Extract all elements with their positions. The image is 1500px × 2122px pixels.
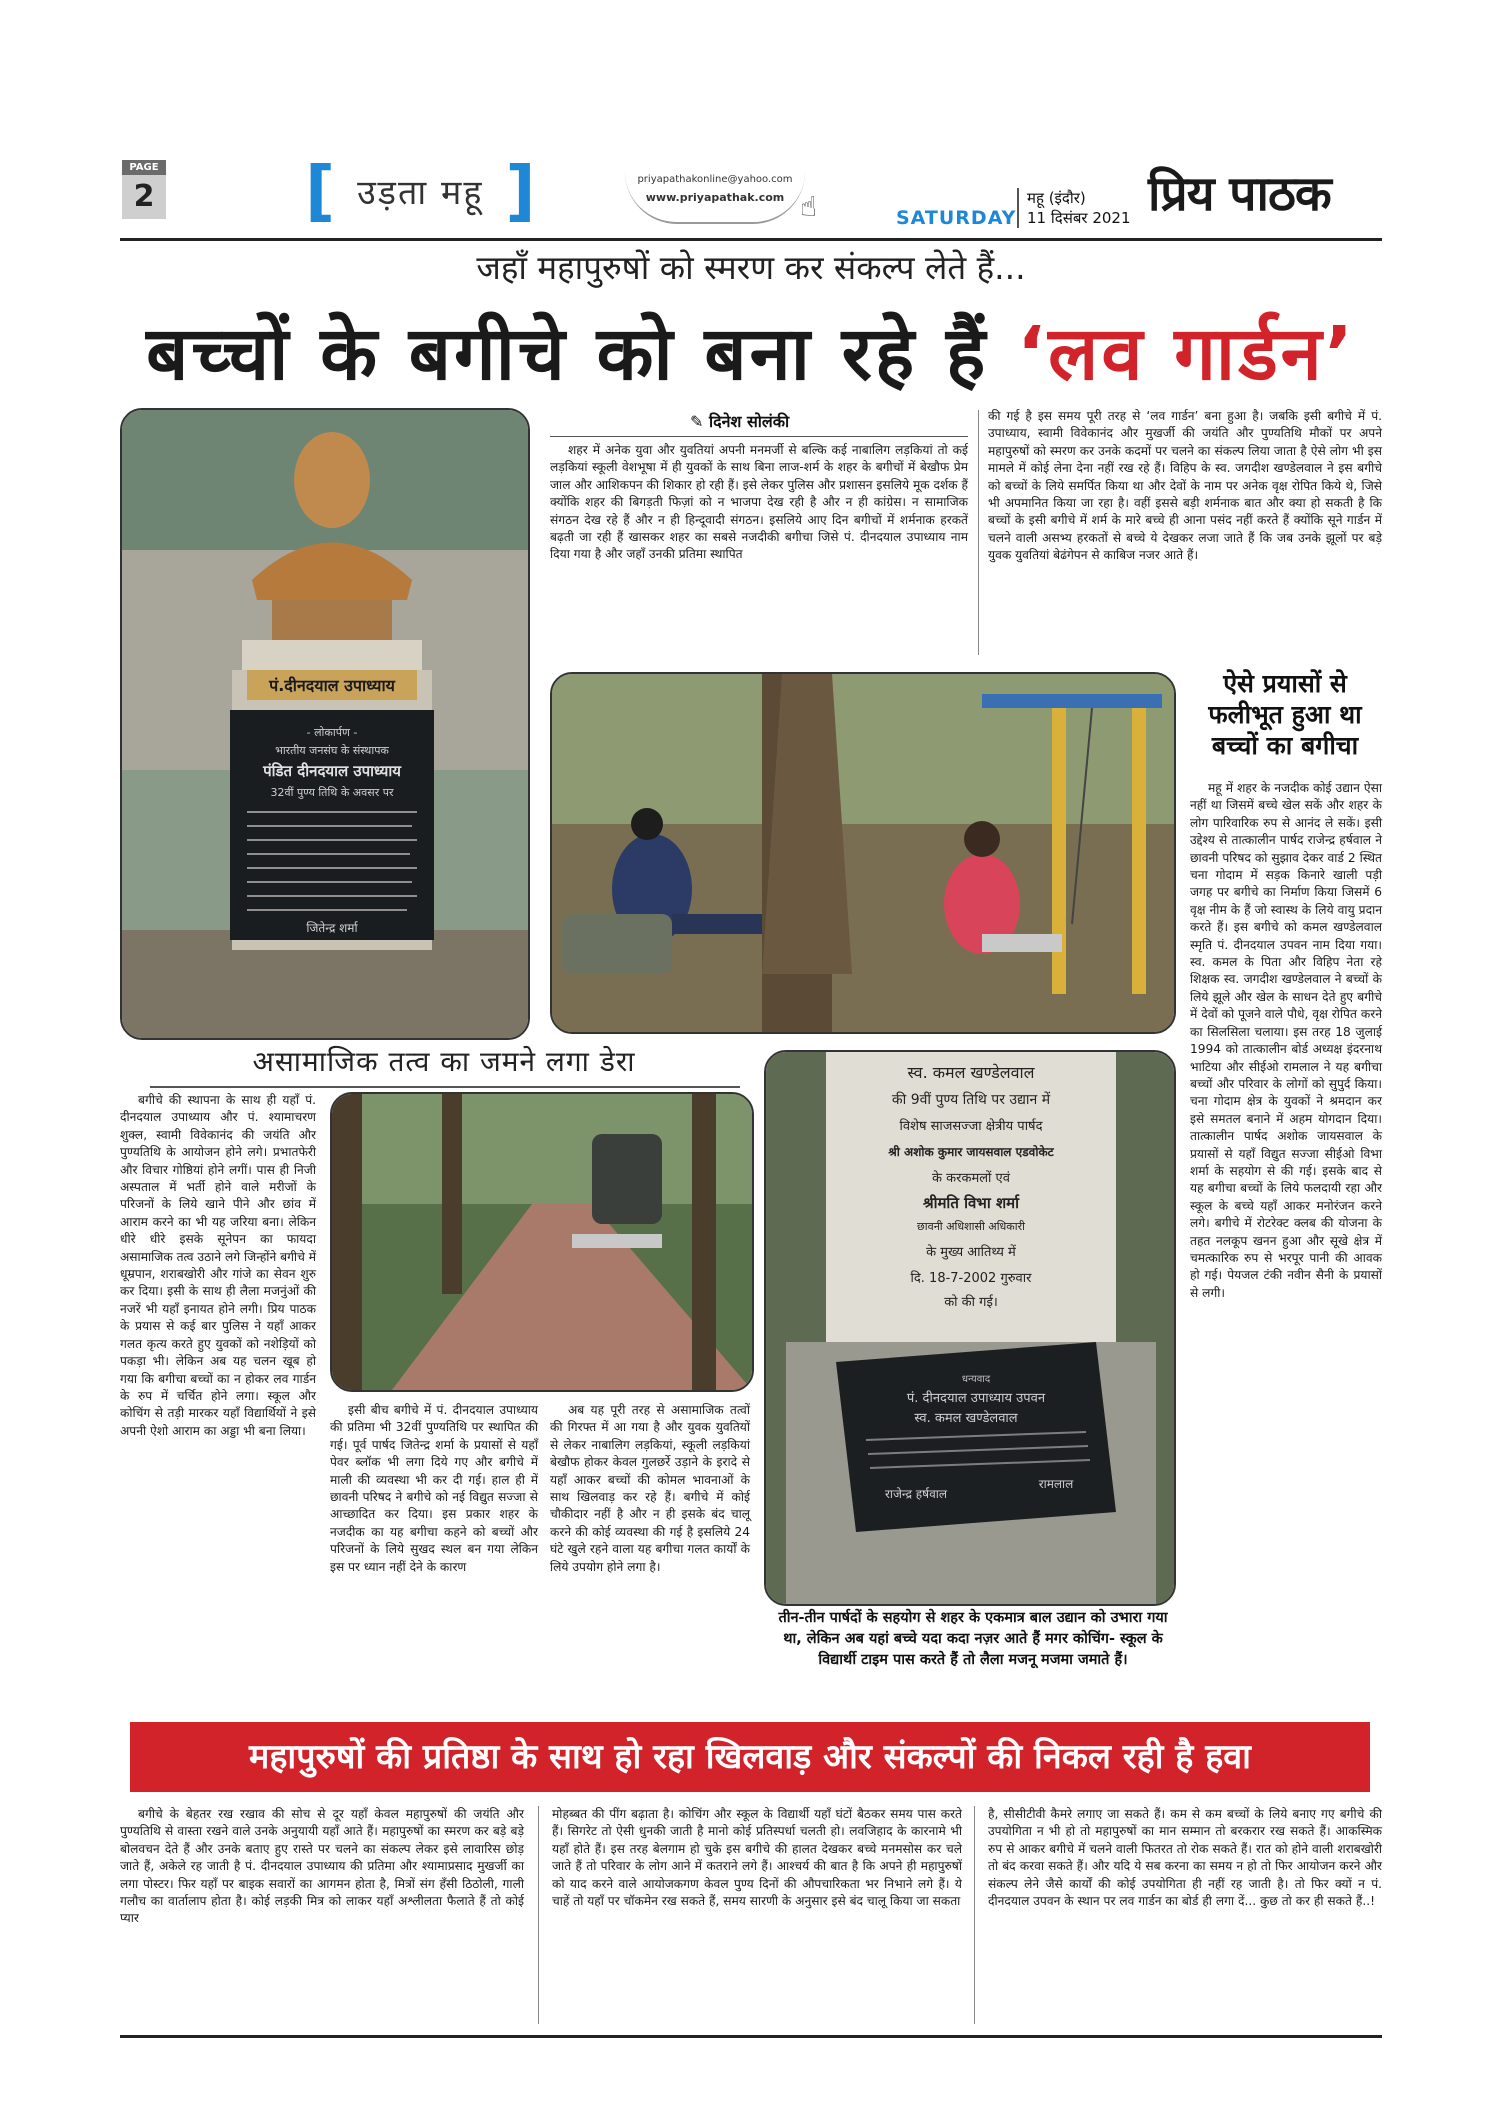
plaque2-line-4: श्री अशोक कुमार जायसवाल एडवोकेट bbox=[888, 1145, 1054, 1159]
page-number: 2 bbox=[122, 175, 166, 219]
column-divider bbox=[978, 410, 979, 655]
bottom-divider-2 bbox=[974, 1806, 975, 2024]
bottom-column-1 bbox=[120, 1806, 524, 1928]
byline: ✎ दिनेश सोलंकी bbox=[690, 412, 790, 431]
plaque2-line-7: छावनी अधिशासी अधिकारी bbox=[917, 1220, 1025, 1233]
email-address: priyapathakonline@yahoo.com bbox=[637, 174, 793, 185]
plaque2-line-3: विशेष साजसज्जा क्षेत्रीय पार्षद bbox=[899, 1119, 1043, 1134]
antisocial-column-3 bbox=[550, 1402, 750, 1576]
plaque3-line-4: राजेन्द्र हर्षवाल bbox=[884, 1487, 948, 1501]
plaque3-line-1: धन्यवाद bbox=[961, 1374, 991, 1385]
plaque2-line-5: के करकमलों एवं bbox=[932, 1171, 1010, 1186]
main-headline-text: बच्चों के बगीचे को बना रहे हैं bbox=[146, 311, 989, 397]
side-column-text: महू में शहर के नजदीक कोई उद्यान ऐसा नहीं था जिसमें बच्चे खेल सकें और शहर के लोग पारिवारिक रुप से आनंद ले सकें। इसी उद्देश्य से तात्कालीन पार्षद राजेन्द्र हर्षवाल ने छावनी परिषद को सुझाव देकर वार्ड 2 स्थित चना गोदाम में सड़क किनारे खाली पड़ी जगह पर बगीचे का निर्माण किया जिसमें 6 वृक्ष नीम के हैं जो स्वास्थ के लिये वायु प्रदान करते हैं। इस बगीचे को कमल खण्डेलवाल स्मृति पं. दीनदयाल उपवन नाम दिया गया। स्व. कमल के पिता और विहिप नेता रहे शिक्षक स्व. जगदीश खण्डेलवाल ने बच्चों के लिये झूले और खेल के साधन देते हुए बगीचे में देवों को पूजने वाले पौधे, वृक्ष रोपित करने का सिलसिला चलाया। इस तरह 18 जुलाई 1994 को तात्कालीन बोर्ड अध्यक्ष इंदरनाथ भाटिया और सीईओ रामलाल ने यह बगीचा बच्चों और परिवार के लोगों को सुपुर्द किया। चना गोदाम क्षेत्र के युवकों ने श्रमदान कर इसे समतल बनाने में अहम योगदान दिया। तात्कालीन पार्षद अशोक जायसवाल के प्रयासों से यहाँ विद्युत सज्जा सीईओ विभा शर्मा के सहयोग से की गई। इसके बाद से यह बगीचा बच्चों के लिये फलदायी रहा और स्कूल के बच्चे यहाँ आकर मनोरंजन करने लगे। बगीचे में रोटरेक्ट क्लब की योजना के तहत नलकूप खनन हुआ और सूखे क्षेत्र में चमत्कारिक रुप से भरपूर पानी की आवक हो गई। पेयजल टंकी नवीन सैनी के प्रयासों से लगी। bbox=[1190, 781, 1382, 1300]
statue-photo bbox=[120, 408, 530, 1040]
main-headline bbox=[120, 300, 1382, 401]
article-column-2-text: की गई है इस समय पूरी तरह से ‘लव गार्डन’ बना हुआ है। जबकि इसी बगीचे में पं. उपाध्याय, स्वामी विवेकानंद और मुखर्जी की जयंति और पुण्यतिथि मौकों पर अपने महापुरुषों को स्मरण कर उनके कदमों पर चलने का संकल्प लिया जाता है ऐसे लोग भी इस मामले में कोई लेना देना नहीं रख रहे हैं। विहिप के स्व. जगदीश खण्डेलवाल ने इस बगीचे को बच्चों के लिये समर्पित किया था और देवों के नाम पर अनेक वृक्ष रोपित किये थे, जिसे भी अपमानित किया जा रहा है। वहीं इससे बड़ी शर्मनाक बात और क्या हो सकती है कि बच्चों के इसी बगीचे में शर्म के मारे बच्चे ही आना पसंद नहीं करते हैं क्योंकि सूने गार्डन में चलने वाली असभ्य हरकतों से बच्चे ये देखकर लजा जाते हैं कि जब उनके झूलों पर बड़े युवक युवतियां बेढंगेपन से काबिज नजर आते हैं। bbox=[988, 409, 1382, 563]
side-headline: ऐसे प्रयासों से फलीभूत हुआ था बच्चों का बगीचा bbox=[1208, 669, 1362, 760]
antisocial-column-2 bbox=[330, 1402, 538, 1576]
plaque1-line-3: पंडित दीनदयाल उपाध्याय bbox=[263, 762, 401, 780]
byline-rule bbox=[550, 436, 968, 437]
pointer-hand-icon: ☝ bbox=[800, 190, 818, 223]
plaque2-line-2: की 9वीं पुण्य तिथि पर उद्यान में bbox=[891, 1092, 1051, 1108]
masthead-logo: प्रिय पाठक bbox=[1148, 166, 1331, 222]
plaque2-line-6: श्रीमति विभा शर्मा bbox=[922, 1194, 1020, 1212]
section-title-text: उड़ता महू bbox=[357, 173, 484, 213]
bottom-column-2-text: मोहब्बत की पींग बढ़ाता है। कोचिंग और स्कूल के विद्यार्थी यहाँ घंटों बैठकर समय पास करते हैं। सिगरेट तो ऐसी धुनकी जाती है मानो कोई प्रतिस्पर्धा चलती हो। लवजिहाद के कारनामे भी यहाँ होते हैं। इस तरह बेलगाम हो चुके इस बगीचे की हालत देखकर बच्चे मनमसोस कर चले जाते हैं तो परिवार के लोग आने में कतराने लगे हैं। आश्चर्य की बात है कि अपने ही महापुरुषों को याद करने वाले आयोजकगण केवल पुण्य दिनों की औपचारिकता भर निभाने लगे हैं। ये चाहें तो यहाँ पर चॉकमेन रख सकते हैं, समय सारणी के अनुसार इसे बंद चालू किया जा सकता bbox=[552, 1807, 962, 1909]
plaque-photo bbox=[764, 1050, 1176, 1606]
side-column bbox=[1190, 780, 1382, 1302]
antisocial-column-3-text: अब यह पूरी तरह से असामाजिक तत्वों की गिरफ्त में आ गया है और युवक युवतियों से लेकर नाबालिग लड़कियां, स्कूली लड़कियां बेखौफ होकर केवल गुलछर्रे उड़ाने के इरादे से यहाँ आकर बच्चों की कोमल भावनाओं के साथ खिलवाड़ कर रहे हैं। बगीचे में कोई चौकीदार नहीं है और न ही इसके बंद चालू करने की कोई व्यवस्था की गई है इसलिये 24 घंटे खुले रहने वाला यह बगीचा गलत कार्यों के लिये उपयोग होने लगा है। bbox=[550, 1403, 750, 1574]
antisocial-column-1-text: बगीचे की स्थापना के साथ ही यहाँ पं. दीनदयाल उपाध्याय और पं. श्यामाचरण शुक्ल, स्वामी विवेकानंद की जयंति और पुण्यतिथि के आयोजन होने लगे। प्रभातफेरी और विचार गोष्ठियां होने लगीं। पास ही निजी अस्पताल में भर्ती होने वाले मरीजों के परिजनों के लिये खाने पीने और छांव में आराम करने का भी यह जरिया बना। लेकिन धीरे धीरे इसके सूनेपन का फायदा असामाजिक तत्व उठाने लगे जिन्होंने बगीचे में धूम्रपान, शराबखोरी और गांजे का सेवन शुरु कर दिया। इसी के साथ ही लैला मजनुंओं की नजरें भी यहाँ इनायत होने लगी। प्रिय पाठक के प्रयास से कई बार पुलिस ने यहाँ आकर गलत कृत्य करते हुए युवकों को नशेड़ियों को पकड़ा भी। लेकिन अब यह चलन खूब हो गया कि बगीचा बच्चों का न होकर लव गार्डन के रुप में चर्चित होने लगा। स्कूल और कोचिंग से तड़ी मारकर यहाँ विद्यार्थियों ने इसे अपनी ऐशो आराम का अड्डा भी बना लिया। bbox=[120, 1093, 316, 1438]
issue-date: 11 दिसंबर 2021 bbox=[1027, 209, 1131, 227]
garden-path-photo bbox=[330, 1092, 754, 1392]
section-banner: महापुरुषों की प्रतिष्ठा के साथ हो रहा खिलवाड़ और संकल्पों की निकल रही है हवा bbox=[130, 1722, 1370, 1792]
plaque2-line-10: को की गई। bbox=[944, 1295, 998, 1310]
kicker-headline: जहाँ महापुरुषों को स्मरण कर संकल्प लेते हैं... bbox=[476, 248, 1026, 287]
plaque3-line-5: रामलाल bbox=[1038, 1477, 1074, 1491]
article-column-1-text: शहर में अनेक युवा और युवतियां अपनी मनमर्जी से बल्कि कई नाबालिग लड़कियां तो कई लड़कियां स्कूली वेशभूषा में ही युवकों के साथ बिना लाज-शर्म के शहर के बगीचों में बेखौफ प्रेम जाल और आशिकपन की शिकार हो रही हैं। इसे लेकर पुलिस और प्रशासन इसलिये मूक दर्शक हैं क्योंकि शहर की बिगड़ती फिज़ां को न भाजपा देख रही है और न ही कांग्रेस। न सामाजिक संगठन देख रहे हैं और न ही हिन्दूवादी संगठन। इसलिये आए दिन बगीचों में शर्मनाक हरकतें बढ़ती जा रही हैं खासकर शहर का सबसे नजदीकी बगीचा जिसे पं. दीनदयाल उपाध्याय नाम दिया गया है और जहाँ उनकी प्रतिमा स्थापित bbox=[550, 443, 968, 562]
antisocial-column-1 bbox=[120, 1092, 316, 1440]
plaque1-line-4: 32वीं पुण्य तिथि के अवसर पर bbox=[270, 786, 394, 799]
swing-photo bbox=[550, 672, 1176, 1034]
bottom-column-3 bbox=[988, 1806, 1382, 1910]
subheadline-rule bbox=[150, 1086, 740, 1088]
header-rule bbox=[120, 238, 1382, 241]
bottom-column-2 bbox=[552, 1806, 962, 1910]
photo-caption: तीन-तीन पार्षदों के सहयोग से शहर के एकमात्र बाल उद्यान को उभारा गया था, लेकिन अब यहां बच्चे यदा कदा नज़र आते हैं मगर कोचिंग- स्कूल के विद्यार्थी टाइम पास करते हैं तो लैला मजनू मजमा जमाते हैं। bbox=[778, 1610, 1168, 1668]
plaque1-line-2: भारतीय जनसंघ के संस्थापक bbox=[275, 744, 389, 757]
section-title: [ उड़ता महू ] bbox=[305, 152, 536, 229]
website-url: www.priyapathak.com bbox=[645, 191, 785, 204]
antisocial-column-2-text: इसी बीच बगीचे में पं. दीनदयाल उपाध्याय की प्रतिमा भी 32वीं पुण्यतिथि पर स्थापित की गई। पूर्व पार्षद जितेन्द्र शर्मा के प्रयासों से यहाँ पेवर ब्लॉक भी लगा दिये गए और बगीचे में माली की व्यवस्था भी कर दी गई। हाल ही में छावनी परिषद ने बगीचे को नई विद्युत सज्जा से आच्छादित कर दिया। इस प्रकार शहर के नजदीक का यह बगीचा कहने को बच्चों और परिजनों के लिये सुखद स्थल बन गया लेकिन इस पर ध्यान नहीं देने के कारण bbox=[330, 1403, 538, 1574]
page-tag bbox=[122, 160, 166, 230]
issue-place-date bbox=[1017, 188, 1131, 228]
plaque1-line-5: जितेन्द्र शर्मा bbox=[306, 921, 358, 935]
plaque3-line-3: स्व. कमल खण्डेलवाल bbox=[914, 1411, 1018, 1426]
article-column-2 bbox=[988, 408, 1382, 565]
page-label: PAGE bbox=[122, 160, 166, 175]
plaque3-line-2: पं. दीनदयाल उपाध्याय उपवन bbox=[906, 1391, 1046, 1406]
plaque2-line-9: दि. 18-7-2002 गुरुवार bbox=[910, 1271, 1032, 1286]
bottom-divider-1 bbox=[538, 1806, 539, 2024]
issue-day: SATURDAY bbox=[896, 207, 1017, 229]
issue-place: महू (इंदौर) bbox=[1027, 189, 1086, 207]
subheadline-antisocial: असामाजिक तत्व का जमने लगा डेरा bbox=[252, 1045, 636, 1078]
bottom-column-3-text: है, सीसीटीवी कैमरे लगाए जा सकते हैं। कम से कम बच्चों के लिये बनाए गए बगीचे की उपयोगिता न भी हो तो महापुरुषों का मान सम्मान तो बरकरार रख सकते हैं। आकस्मिक रुप से आकर बगीचे में चलने वाली फितरत तो रोक सकते हैं। रात को होने वाली शराबखोरी तो बंद करवा सकते हैं। और यदि ये सब करना का समय न हो तो फिर आयोजन करने और संकल्प लेने जैसे कार्यों की कोई उपयोगिता ही नहीं रह जाती है। तो फिर क्यों न पं. दीनदयाल उपवन के स्थान पर लव गार्डन का बोर्ड ही लगा दें... कुछ तो कर ही सकते हैं..! bbox=[988, 1807, 1382, 1909]
main-headline-highlight: ‘लव गार्डन’ bbox=[1017, 311, 1356, 397]
plaque2-line-1: स्व. कमल खण्डेलवाल bbox=[907, 1063, 1035, 1082]
plaque1-line-1: - लोकार्पण - bbox=[306, 726, 358, 739]
footer-rule bbox=[120, 2035, 1382, 2038]
article-column-1 bbox=[550, 442, 968, 564]
website-block bbox=[625, 172, 805, 224]
statue-nameplate: पं.दीनदयाल उपाध्याय bbox=[269, 676, 395, 695]
bottom-column-1-text: बगीचे के बेहतर रख रखाव की सोच से दूर यहाँ केवल महापुरुषों की जयंति और पुण्यतिथि से वास्ता रखने वाले उनके अनुयायी यहाँ आते हैं। महापुरुषों का स्मरण कर बड़े बड़े बोलवचन देते हैं और उनके बताए हुए रास्ते पर चलने का संकल्प लेकर इसे लावारिस छोड़ जाते हैं, अकेले रह जाती है पं. दीनदयाल उपाध्याय की प्रतिमा और श्यामाप्रसाद मुखर्जी का लगा पोस्टर। फिर यहाँ पर बाइक सवारों का आगमन होता है, मित्रों संग हँसी ठिठोली, गाली गलौच का वार्तालाप होता है। कोई लड़की मित्र को लाकर यहाँ अश्लीलता फैलाते हैं तो कोई प्यार bbox=[120, 1807, 524, 1926]
plaque2-line-8: के मुख्य आतिथ्य में bbox=[926, 1245, 1016, 1260]
